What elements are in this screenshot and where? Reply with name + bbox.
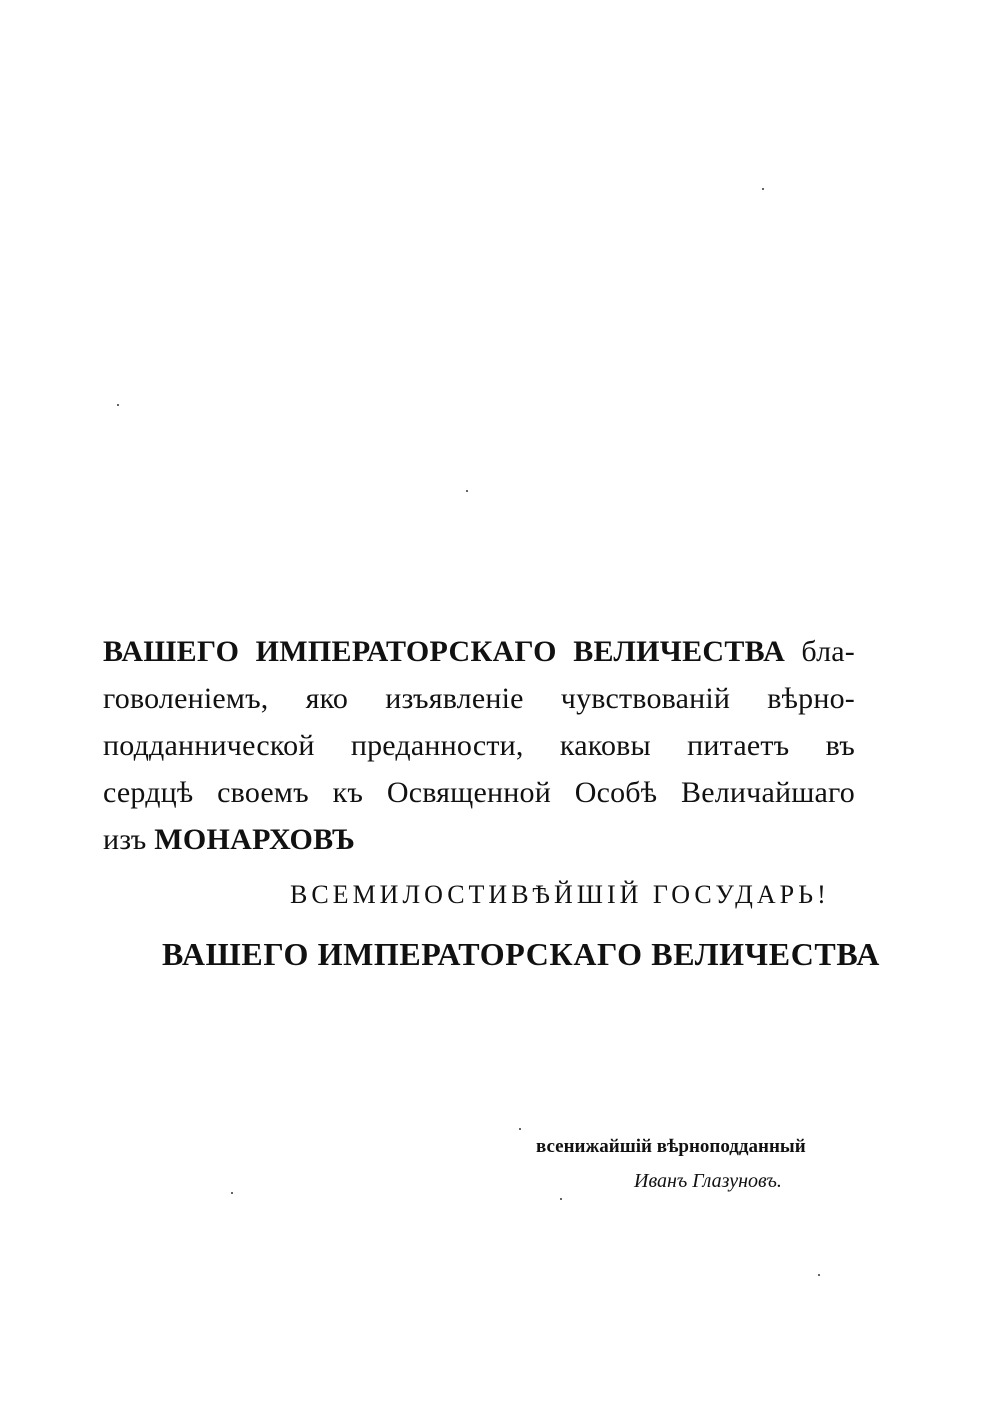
majesty-title: ВАШЕГО ИМПЕРАТОРСКАГО ВЕЛИЧЕСТВА <box>103 635 786 668</box>
scan-speck <box>231 1192 233 1194</box>
monarchs-word: МОНАРХОВЪ <box>154 823 356 856</box>
scan-speck <box>762 188 764 190</box>
line5-start: изъ <box>103 823 155 856</box>
paragraph-line-1 <box>103 628 855 675</box>
scan-speck <box>117 404 119 406</box>
scan-speck <box>560 1198 562 1200</box>
paragraph-line-5 <box>103 816 855 863</box>
scan-speck <box>519 1128 521 1130</box>
signature-role: всенижайшій вѣрноподданный <box>536 1136 806 1157</box>
closing-title: ВАШЕГО ИМПЕРАТОРСКАГО ВЕЛИЧЕСТВА <box>162 936 880 972</box>
scan-speck <box>466 490 468 492</box>
paragraph-line-3: подданнической преданности, каковы питаетъ въ <box>103 729 855 762</box>
paragraph-line-4: сердцѣ своемъ къ Освященной Особѣ Величайшаго <box>103 776 855 809</box>
salutation: ВСЕМИЛОСТИВѢЙШІЙ ГОСУДАРЬ! <box>290 880 830 909</box>
dedication-paragraph <box>103 628 855 863</box>
paragraph-line-2: говоленіемъ, яко изъявленіе чувствованій вѣрно- <box>103 682 855 715</box>
signature-name: Иванъ Глазуновъ. <box>634 1170 782 1192</box>
scan-speck <box>818 1274 820 1276</box>
line1-rest: бла- <box>785 635 855 668</box>
